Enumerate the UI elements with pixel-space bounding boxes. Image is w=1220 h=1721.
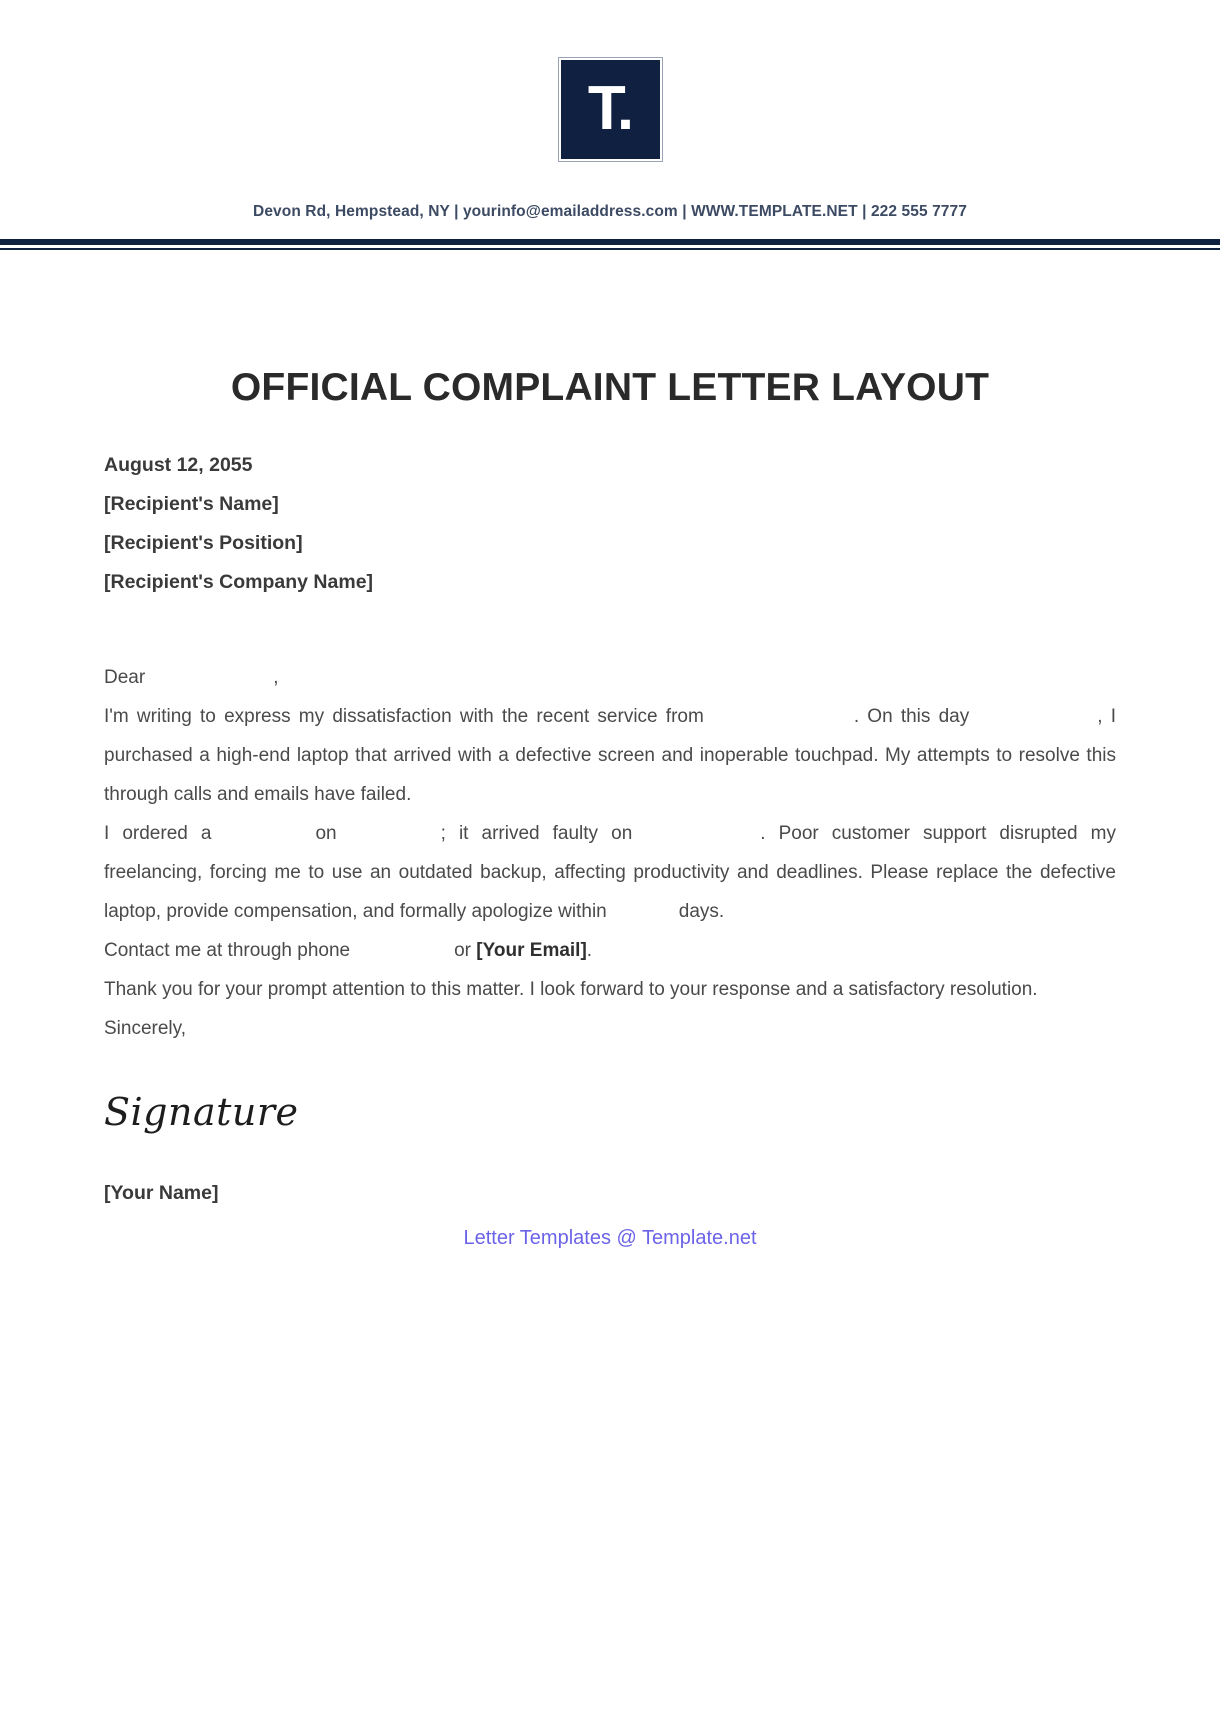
para2-text-e: days. [678,901,725,922]
logo-letter-t-icon: T. [587,73,633,143]
recipient-block [104,446,1116,602]
para3-text-a: Contact me at through phone [104,940,351,961]
para2-text-c: ; it arrived faulty on [440,823,633,844]
para2-text-b: on [315,823,337,844]
para2-text-d: . Poor customer support disrupted my freelancing, forcing me to use an outdated backup, affecting productivity and deadlines. Please replace the defective laptop, provide compensation, and formally apologize within [104,823,1116,922]
salutation-comma: , [273,667,279,688]
recipient-company: [Recipient's Company Name] [104,571,374,593]
letterhead-contact-line: Devon Rd, Hempstead, NY | yourinfo@emailaddress.com | WWW.TEMPLATE.NET | 222 555 7777 [253,203,967,220]
footer-template-link[interactable]: Letter Templates @ Template.net [463,1227,757,1249]
paragraph-one [104,697,1116,814]
salutation-text: Dear [104,667,146,688]
letter-date: August 12, 2055 [104,454,253,476]
paragraph-three [104,931,1116,970]
letterhead [0,0,1220,221]
paragraph-two [104,814,1116,931]
recipient-position: [Recipient's Position] [104,532,303,554]
letter-content [0,366,1220,1250]
para2-text-a: I ordered a [104,823,212,844]
letter-body [104,658,1116,1205]
para3-email-placeholder: [Your Email] [476,940,587,961]
page-title: OFFICIAL COMPLAINT LETTER LAYOUT [230,366,990,409]
para3-text-c: . [586,940,593,961]
signature-script: Signature [104,1090,299,1134]
sender-name: [Your Name] [104,1182,219,1204]
salutation-line [104,658,1116,697]
company-logo [559,58,662,161]
header-rule-thin [0,248,1220,250]
recipient-name: [Recipient's Name] [104,493,279,515]
para3-text-b: or [454,940,472,961]
para1-text-c: , I purchased a high-end laptop that arrived with a defective screen and inoperable touchpad. My attempts to resolve this through calls and emails have failed. [104,706,1116,805]
para1-text-a: I'm writing to express my dissatisfaction with the recent service from [104,706,704,727]
para1-text-b: . On this day [853,706,970,727]
paragraph-four: Thank you for your prompt attention to this matter. I look forward to your response and a satisfactory resolution. [104,979,1038,1000]
closing-line: Sincerely, [104,1018,187,1039]
